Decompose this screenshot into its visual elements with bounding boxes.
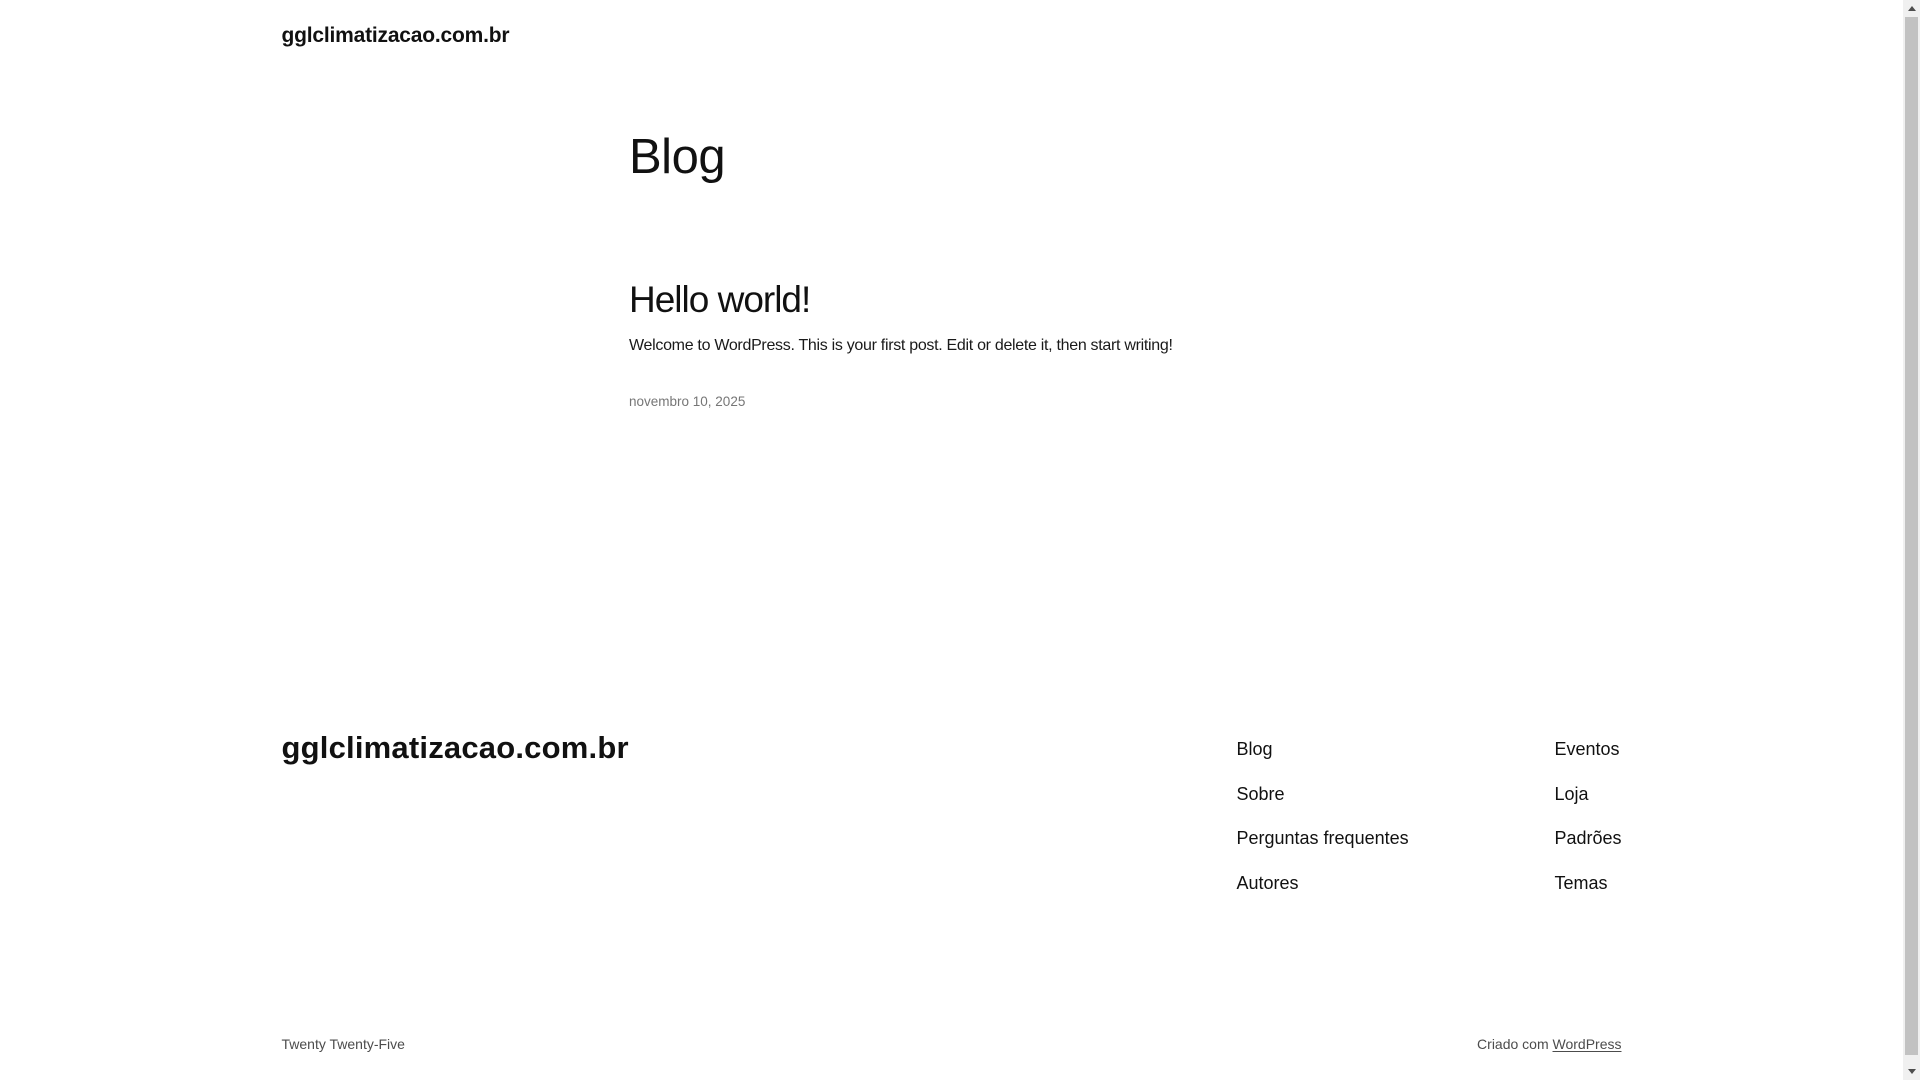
- footer-nav-link-blog[interactable]: Blog: [1236, 739, 1273, 759]
- footer-nav-link-perguntas-frequentes[interactable]: Perguntas frequentes: [1236, 828, 1409, 848]
- wordpress-link[interactable]: WordPress: [1552, 1036, 1622, 1052]
- footer-nav-item: [1555, 736, 1622, 763]
- site-credit: [1477, 1034, 1621, 1055]
- site-footer: [0, 730, 1903, 1055]
- scrollbar-down-button[interactable]: [1903, 1063, 1920, 1080]
- footer-nav-link-eventos[interactable]: Eventos: [1554, 739, 1620, 759]
- post-title-link[interactable]: Hello world!: [629, 279, 811, 320]
- site-title-link[interactable]: gglclimatizacao.com.br: [281, 24, 510, 47]
- scrollbar-up-button[interactable]: [1903, 0, 1920, 17]
- post-excerpt: Welcome to WordPress. This is your first post. Edit or delete it, then start writing!: [629, 337, 1173, 354]
- site-header: [0, 0, 1903, 49]
- footer-nav-link-temas[interactable]: Temas: [1554, 872, 1608, 893]
- footer-site-title-link[interactable]: gglclimatizacao.com.br: [281, 730, 629, 765]
- footer-nav-item: [1555, 870, 1622, 897]
- footer-nav-link-autores[interactable]: Autores: [1236, 872, 1299, 893]
- footer-nav-item: [1237, 736, 1555, 763]
- post-date: novembro 10, 2025: [629, 394, 746, 409]
- footer-navigation: [1237, 730, 1622, 914]
- theme-name: Twenty Twenty-Five: [281, 1036, 405, 1052]
- footer-nav-column-1: [1237, 736, 1555, 914]
- footer-nav-link-loja[interactable]: Loja: [1554, 783, 1589, 804]
- down-arrow-icon: [1908, 1069, 1916, 1074]
- footer-nav-item: [1237, 781, 1555, 808]
- footer-nav-item: [1555, 781, 1622, 808]
- page-title: Blog: [629, 130, 726, 184]
- footer-nav-link-sobre[interactable]: Sobre: [1236, 783, 1285, 804]
- scrollbar[interactable]: [1903, 0, 1920, 1080]
- footer-nav-column-2: [1555, 736, 1622, 914]
- footer-nav-link-padroes[interactable]: Padrões: [1554, 828, 1622, 848]
- scrollbar-thumb[interactable]: [1905, 17, 1918, 1055]
- footer-nav-item: [1237, 825, 1555, 852]
- footer-nav-item: [1555, 825, 1622, 852]
- main-content: [0, 128, 1903, 412]
- credit-prefix: Criado com: [1477, 1036, 1553, 1052]
- post-title: [629, 277, 1274, 323]
- footer-nav-item: [1237, 870, 1555, 897]
- up-arrow-icon: [1908, 6, 1916, 11]
- post-item: [629, 277, 1274, 412]
